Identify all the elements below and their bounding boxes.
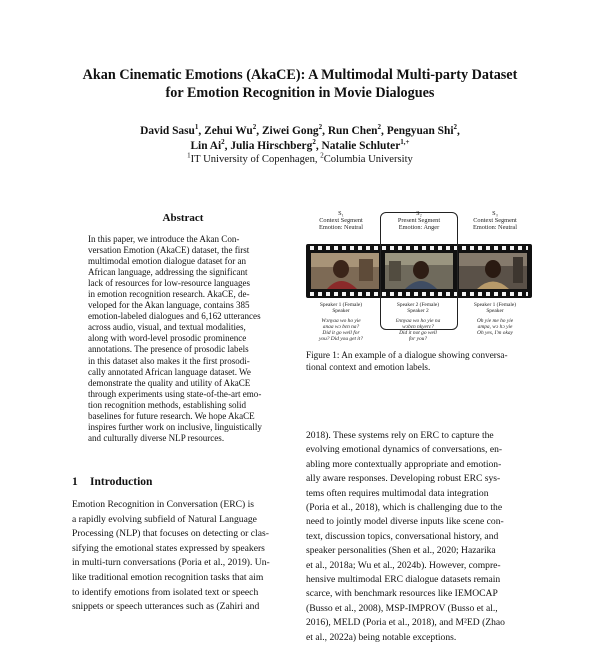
segment-emotion: Emotion: Neutral [319, 224, 363, 232]
segment-emotion: Emotion: Neutral [473, 224, 517, 232]
utterance-english: you? Did you get it? [318, 336, 363, 343]
text-line: a rapidly evolving subfield of Natural Language [72, 513, 257, 525]
caption-line: tional context and emotion labels. [306, 362, 431, 373]
text-line: like traditional emotion recognition tasks that aim [72, 571, 264, 583]
utterance-akan: anaa wɔ bɛn na? [322, 323, 360, 330]
utterance-english: Did it not go well [399, 330, 437, 337]
text-line: sifying the emotional states expressed by speakers [72, 542, 265, 554]
text-line: Processing (NLP) that focuses on detecting or clas- [72, 528, 269, 540]
segment-id: S₃ [492, 210, 498, 217]
text-line: inspires further work on inclusive, linguistically [88, 421, 262, 432]
author-name: Run Chen [327, 125, 378, 137]
speaker-role: Speaker [486, 308, 504, 315]
speaker-label: Speaker 2 (Female) [396, 302, 440, 308]
text-line: demonstrate the quality and utility of AkaCE [88, 377, 251, 388]
text-line: ally aware responses. Developing robust ERC sys- [306, 473, 501, 485]
author-affil-mark: 2 [312, 137, 316, 146]
text-line: (Poria et al., 2018), which is challenging due to the [306, 502, 503, 514]
speaker-role: Speaker 2 [407, 308, 429, 315]
text-line: Emotion Recognition in Conversation (ERC) is [72, 499, 255, 510]
utterance-english: for you? [408, 336, 428, 343]
author-affil-mark: 2 [221, 137, 225, 146]
speaker-role: Speaker [332, 308, 350, 315]
segment-type: Present Segment [397, 217, 441, 225]
text-line: to identify emotions from isolated text or speech [72, 586, 259, 598]
affiliations [40, 153, 560, 167]
frame-header [464, 210, 526, 232]
text-line: in emotion recognition research. AkaCE, de- [88, 289, 250, 300]
text-line: 2016), MELD (Poria et al., 2018), and M²ED (Zhao [306, 617, 505, 629]
frame-header [310, 210, 372, 232]
text-line: hensive multimodal ERC dialogue datasets remain [306, 574, 501, 586]
segment-type: Context Segment [473, 217, 517, 225]
utterance-akan: wɔbɛn nkyerɛ? [402, 323, 434, 330]
intro-body [72, 498, 294, 615]
affil-mark: 2 [320, 151, 324, 160]
text-line: annotations. The presence of prosodic labels [88, 344, 249, 355]
text-line: et al., 2022a) being notable exceptions. [306, 631, 457, 643]
author-affil-mark: 1,+ [400, 137, 410, 146]
text-line: and culturally diverse NLP resources. [88, 432, 225, 443]
utterance-akan: Oh yie me ho yie [476, 317, 514, 324]
text-line: emotion-labeled dialogues and 6,162 utterances [88, 311, 261, 322]
movie-still-3 [459, 253, 527, 289]
segment-emotion: Emotion: Anger [398, 224, 440, 232]
paper-title [40, 66, 560, 102]
section-heading [72, 476, 152, 488]
text-line: abling more contextually appropriate and emotion- [306, 458, 502, 470]
text-line: speaker personalities (Shen et al., 2020; Hazarika [306, 545, 496, 557]
text-line: in multi-turn conversations (Poria et al., 2019). Un- [72, 557, 270, 569]
author-name: Ziwei Gong [261, 125, 319, 137]
author-affil-mark: 2 [377, 123, 382, 132]
author-affil-mark: 1 [194, 123, 199, 132]
author-list: David Sasu$^1$, Zehui Wu$^2$, Ziwei Gong$^2$, Run Chen$^2$, Pengyuan Shi$^2$, Lin Ai$^2$, Julia Hirschberg$^2$, Natalie Schluter$^{1,+}$ [140, 123, 460, 152]
text-line: multimodal emotion dialogue dataset for an [88, 256, 247, 267]
abstract-heading: Abstract [162, 212, 204, 224]
author-name: Julia Hirschberg [230, 139, 313, 152]
figure-1 [304, 210, 532, 343]
text-line: along with word-level prosodic prominence [88, 333, 247, 344]
author-affil-mark: 2 [252, 123, 257, 132]
figure-caption [306, 349, 532, 374]
section-number: 1 [72, 476, 78, 488]
author-name: Lin Ai [190, 139, 222, 152]
author-name: Zehui Wu [204, 125, 253, 137]
section-title: Introduction [90, 476, 153, 488]
text-line: evolving emotional dynamics of conversations, en- [306, 444, 503, 456]
affil-mark: 1 [187, 151, 191, 160]
text-line: versation Emotion (AkaCE) dataset, the first [88, 245, 250, 256]
text-line: tems often requires multimodal data integration [306, 487, 489, 499]
text-line: In this paper, we introduce the Akan Con- [88, 234, 240, 244]
utterance-akan: ampa, wɔ hɔ yie [477, 323, 513, 330]
author-name: Natalie Schluter [321, 139, 401, 152]
right-column-body [306, 429, 532, 645]
text-line: veloped for the Akan language, contains 385 [88, 300, 250, 311]
utterance-english: Oh yes, I'm okay [477, 330, 513, 337]
author-affil-mark: 2 [318, 123, 323, 132]
text-line: (Busso et al., 2008), MSP-IMPROV (Busso et al., [306, 602, 498, 614]
title-line: for Emotion Recognition in Movie Dialogues [165, 85, 435, 101]
utterance-akan: Wɔnyaa wo ho yie [321, 317, 361, 324]
speaker-label: Speaker 1 (Female) [473, 302, 517, 308]
author-name: Pengyuan Shi [386, 125, 454, 137]
segment-id: S₂ [416, 210, 422, 217]
utterance-akan: Ɛnnyaa wo ho yie na [395, 317, 441, 324]
author-name: David Sasu [140, 125, 195, 137]
frame-caption [462, 302, 528, 336]
affiliation: Columbia University [323, 154, 413, 165]
utterance-english: Did it go well for [322, 330, 360, 337]
affiliation: IT University of Copenhagen, [190, 154, 318, 165]
text-line: et al., 2018a; Wu et al., 2024b). However, compre- [306, 559, 501, 571]
text-line: baselines for future research. We hope AkaCE [88, 410, 255, 421]
frame-caption [308, 302, 374, 343]
speaker-label: Speaker 1 (Female) [319, 302, 363, 308]
text-line: 2018). These systems rely on ERC to capture the [306, 430, 494, 441]
text-line: in this dataset also makes it the first prosodi- [88, 355, 250, 366]
caption-line: Figure 1: An example of a dialogue showing conversa- [306, 350, 508, 360]
text-line: cally annotated African language dataset. We [88, 366, 251, 377]
segment-type: Context Segment [319, 217, 363, 225]
text-line: snippets or speech utterances such as (Zahiri and [72, 601, 260, 613]
abstract-body [88, 234, 278, 444]
movie-still-1 [311, 253, 379, 289]
text-line: scarce, with benchmark resources like IEMOCAP [306, 588, 498, 600]
title-line: Akan Cinematic Emotions (AkaCE): A Multimodal Multi-party Dataset [82, 67, 518, 83]
author-affil-mark: 2 [453, 123, 458, 132]
text-line: African language, addressing the significant [88, 267, 248, 278]
text-line: through experiments using state-of-the-art emo- [88, 388, 262, 399]
text-line: across audio, visual, and textual modalities, [88, 322, 246, 333]
frame-caption [385, 302, 451, 343]
text-line: lack of resources for low-resource languages [88, 278, 251, 289]
segment-id: S₁ [338, 210, 344, 217]
text-line: need to jointly model diverse inputs like scene con- [306, 516, 504, 528]
text-line: text, discussion topics, conversational history, and [306, 530, 499, 542]
text-line: tion recognition methods, establishing solid [88, 399, 247, 410]
